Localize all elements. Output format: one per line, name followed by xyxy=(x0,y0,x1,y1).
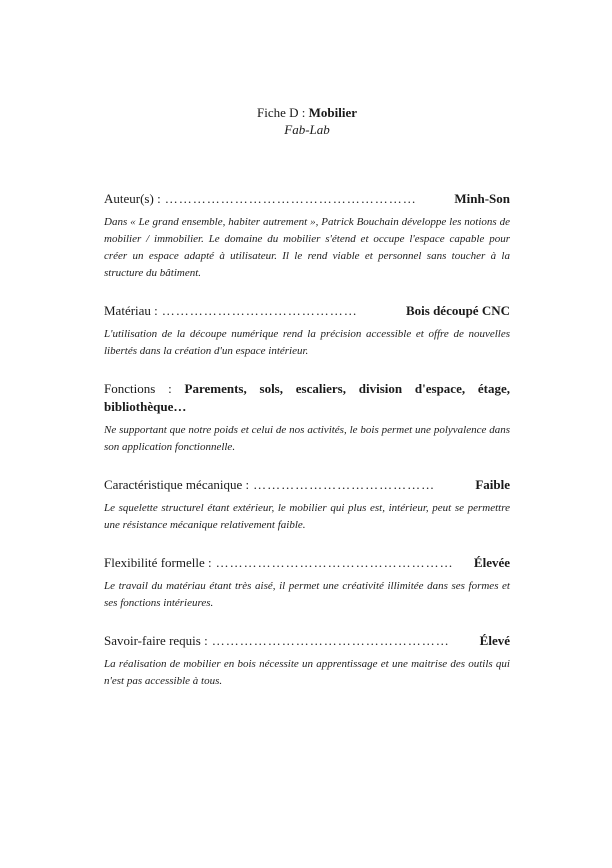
field-mechanical-label: Caractéristique mécanique : xyxy=(104,477,250,492)
field-author-label: Auteur(s) : xyxy=(104,191,161,206)
title-prefix: Fiche D : xyxy=(256,105,309,120)
field-mechanical-line xyxy=(104,476,510,494)
field-flexibility-description: Le travail du matériau étant très aisé, il permet une créativité illimitée dans ses formes et ses fonctions intérieures. xyxy=(104,580,510,609)
field-know-how-value: Élevé xyxy=(479,633,510,648)
field-mechanical-description: Le squelette structurel étant extérieur, le mobilier qui plus est, intérieur, peut se permettre une résistance mécanique relativement faible. xyxy=(104,502,510,531)
field-material xyxy=(104,302,510,360)
field-material-value: Bois découpé CNC xyxy=(405,303,510,318)
field-know-how-label: Savoir-faire requis : xyxy=(104,633,208,648)
field-know-how-line xyxy=(104,632,510,650)
document-title xyxy=(104,104,510,121)
field-mechanical-dots: ………………………………… xyxy=(253,477,436,492)
field-flexibility-line xyxy=(104,554,510,572)
document-page xyxy=(104,104,510,710)
field-flexibility-label: Flexibilité formelle : xyxy=(104,555,212,570)
field-author-dots: ……………………………………………… xyxy=(164,191,417,206)
field-flexibility-dots: …………………………………………… xyxy=(215,555,454,570)
field-material-label: Matériau : xyxy=(104,303,158,318)
field-functions-value: Parements, sols, escaliers, division d'espace, étage, bibliothèque… xyxy=(104,381,511,414)
field-functions xyxy=(104,380,510,456)
field-functions-label: Fonctions : xyxy=(104,381,172,396)
document-subtitle: Fab-Lab xyxy=(284,122,330,137)
field-material-description: L'utilisation de la découpe numérique rend la précision accessible et offre de nouvelles libertés dans la création d'un espace intérieur. xyxy=(104,328,510,357)
field-author-line xyxy=(104,190,510,208)
field-functions-line xyxy=(104,380,510,416)
field-know-how-dots: …………………………………………… xyxy=(211,633,450,648)
field-know-how xyxy=(104,632,510,690)
field-material-dots: …………………………………… xyxy=(161,303,358,318)
field-flexibility-value: Élevée xyxy=(473,555,510,570)
field-flexibility xyxy=(104,554,510,612)
field-mechanical xyxy=(104,476,510,534)
field-author-description: Dans « Le grand ensemble, habiter autrement », Patrick Bouchain développe les notions de mobilier / immobilier. Le domaine du mobilier s'étend et occupe l'espace capable pour créer un espace adapté à utilisateur. Il le rend viable et personnel sans toucher à la structure du bâtiment. xyxy=(104,216,510,279)
field-author xyxy=(104,190,510,282)
field-functions-description: Ne supportant que notre poids et celui de nos activités, le bois permet une polyvalence dans son application fonctionnelle. xyxy=(104,424,510,453)
field-author-value: Minh-Son xyxy=(454,191,510,206)
document-header xyxy=(104,104,510,138)
field-know-how-description: La réalisation de mobilier en bois nécessite un apprentissage et une maitrise des outils qui n'est pas accessible à tous. xyxy=(104,658,510,687)
field-mechanical-value: Faible xyxy=(475,477,510,492)
field-material-line xyxy=(104,302,510,320)
title-main: Mobilier xyxy=(308,105,358,120)
